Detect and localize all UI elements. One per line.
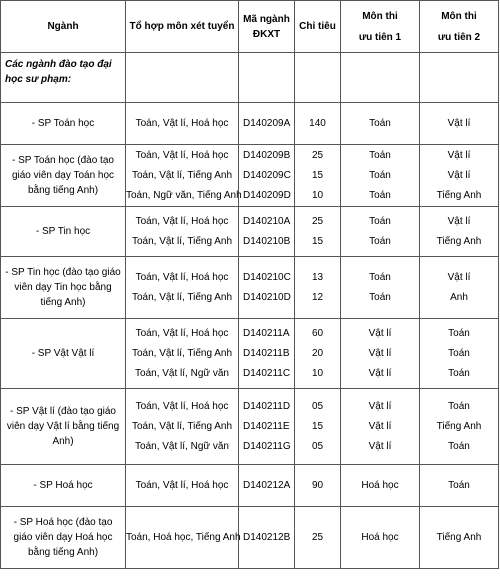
- major-name: - SP Hoá học: [1, 465, 126, 507]
- priority-subject-1: Vật lí: [368, 440, 392, 452]
- priority-subject-2: Toán: [448, 400, 470, 412]
- quota: 15: [311, 235, 324, 247]
- quota-cell: [295, 319, 341, 389]
- quota: 12: [311, 291, 324, 303]
- table-row: [1, 207, 499, 257]
- priority-subject-2-cell: [420, 319, 499, 389]
- major-code-cell: [239, 389, 295, 465]
- priority-subject-1: Hoá học: [361, 479, 399, 491]
- major-name: - SP Toán học (đào tạo giáo viên dạy Toán học bằng tiếng Anh): [1, 145, 126, 207]
- quota-cell: [295, 103, 341, 145]
- subject-combination: Toán, Vật lí, Ngữ văn: [135, 367, 229, 379]
- priority-subject-1-cell: [341, 389, 420, 465]
- priority-subject-2: Anh: [450, 291, 468, 303]
- major-code: D140209C: [243, 169, 291, 181]
- subject-combination: Toán, Vật lí, Ngữ văn: [135, 440, 229, 452]
- major-code: D140211B: [243, 347, 290, 359]
- table-row: [1, 145, 499, 207]
- priority-subject-2: Tiếng Anh: [436, 189, 482, 201]
- major-code-cell: [239, 103, 295, 145]
- major-code: D140212B: [243, 531, 291, 543]
- quota: 20: [311, 347, 324, 359]
- quota: 10: [311, 367, 324, 379]
- priority-subject-2: Tiếng Anh: [436, 235, 482, 247]
- priority-subject-2: Vật lí: [447, 117, 471, 129]
- quota: 13: [311, 271, 324, 283]
- subject-combination: Toán, Vật lí, Tiếng Anh: [131, 235, 233, 247]
- major-name: - SP Hoá học (đào tạo giáo viên dạy Hoá học bằng tiếng Anh): [1, 507, 126, 569]
- quota: 25: [311, 149, 324, 161]
- subject-combination-cell: [126, 103, 239, 145]
- priority-subject-1: Toán: [369, 149, 391, 161]
- priority-subject-2: Vật lí: [447, 169, 471, 181]
- priority-subject-1-cell: [341, 257, 420, 319]
- quota-cell: [295, 257, 341, 319]
- priority-subject-1: Toán: [369, 271, 391, 283]
- priority-subject-2-cell: [420, 145, 499, 207]
- priority-subject-2: Toán: [448, 327, 470, 339]
- major-code: D140211G: [243, 440, 291, 452]
- major-code: D140211E: [243, 420, 290, 432]
- priority-subject-1: Vật lí: [368, 367, 392, 379]
- major-name: - SP Tin học (đào tạo giáo viên dạy Tin học bằng tiếng Anh): [1, 257, 126, 319]
- priority-subject-2: Tiếng Anh: [436, 420, 482, 432]
- priority-subject-2: Vật lí: [447, 215, 471, 227]
- quota-cell: [295, 507, 341, 569]
- quota: 90: [311, 479, 324, 491]
- subject-combination: Toán, Vật lí, Hoá học: [135, 271, 229, 283]
- priority-subject-1: Toán: [369, 117, 391, 129]
- priority-subject-1: Toán: [369, 169, 391, 181]
- priority-subject-1-cell: [341, 465, 420, 507]
- major-code: D140209A: [243, 117, 291, 129]
- priority-subject-1: Hoá học: [361, 531, 399, 543]
- subject-combination: Toán, Vật lí, Tiếng Anh: [131, 169, 233, 181]
- header-to-hop: Tổ hợp môn xét tuyển: [126, 1, 239, 53]
- major-code: D140212A: [243, 479, 291, 491]
- priority-subject-1-cell: [341, 319, 420, 389]
- quota: 15: [311, 169, 324, 181]
- priority-subject-1: Toán: [369, 189, 391, 201]
- priority-subject-2: Toán: [448, 479, 470, 491]
- table-header-row: [1, 1, 499, 53]
- subject-combination-cell: [126, 319, 239, 389]
- quota: 10: [311, 189, 324, 201]
- priority-subject-1: Toán: [369, 291, 391, 303]
- priority-subject-2-cell: [420, 465, 499, 507]
- table-row: [1, 465, 499, 507]
- major-code-cell: [239, 257, 295, 319]
- quota-cell: [295, 465, 341, 507]
- quota: 60: [311, 327, 324, 339]
- major-code: D140211C: [243, 367, 291, 379]
- quota-cell: [295, 145, 341, 207]
- quota-cell: [295, 389, 341, 465]
- priority-subject-1-cell: [341, 103, 420, 145]
- quota: 15: [311, 420, 324, 432]
- major-code-cell: [239, 465, 295, 507]
- priority-subject-2-cell: [420, 389, 499, 465]
- priority-subject-1: Vật lí: [368, 420, 392, 432]
- subject-combination: Toán, Vật lí, Tiếng Anh: [131, 291, 233, 303]
- header-uu-tien-1: Môn thi ưu tiên 1: [341, 1, 420, 53]
- header-ma-nganh: Mã ngành ĐKXT: [239, 1, 295, 53]
- subject-combination: Toán, Vật lí, Hoá học: [135, 479, 229, 491]
- major-code-cell: [239, 207, 295, 257]
- quota: 05: [311, 400, 324, 412]
- priority-subject-1: Vật lí: [368, 347, 392, 359]
- subject-combination: Toán, Vật lí, Tiếng Anh: [131, 347, 233, 359]
- subject-combination-cell: [126, 145, 242, 207]
- priority-subject-2-cell: [420, 207, 499, 257]
- subject-combination-cell: [126, 465, 239, 507]
- priority-subject-2-cell: [420, 103, 499, 145]
- major-code: D140210D: [243, 291, 291, 303]
- major-code: D140211A: [243, 327, 290, 339]
- priority-subject-2: Toán: [448, 440, 470, 452]
- priority-subject-2: Vật lí: [447, 149, 471, 161]
- quota: 05: [311, 440, 324, 452]
- header-chi-tieu: Chỉ tiêu: [295, 1, 341, 53]
- table-row: [1, 103, 499, 145]
- priority-subject-1-cell: [341, 207, 420, 257]
- priority-subject-2: Toán: [448, 367, 470, 379]
- table-row: [1, 389, 499, 465]
- major-code: D140210C: [243, 271, 291, 283]
- subject-combination-cell: [126, 507, 239, 569]
- priority-subject-2-cell: [420, 257, 499, 319]
- table-row: [1, 257, 499, 319]
- major-code: D140209D: [243, 189, 291, 201]
- major-code-cell: [239, 507, 295, 569]
- category-label: Các ngành đào tạo đại học sư phạm:: [1, 53, 126, 103]
- major-name: - SP Tin học: [1, 207, 126, 257]
- major-code: D140209B: [243, 149, 291, 161]
- subject-combination-cell: [126, 257, 239, 319]
- priority-subject-2: Toán: [448, 347, 470, 359]
- subject-combination: Toán, Vật lí, Hoá học: [135, 117, 229, 129]
- subject-combination: Toán, Vật lí, Hoá học: [135, 400, 229, 412]
- major-name: - SP Toán học: [1, 103, 126, 145]
- subject-combination: Toán, Hoá học, Tiếng Anh: [126, 531, 241, 543]
- major-name: - SP Vật Vật lí: [1, 319, 126, 389]
- major-code-cell: [239, 145, 295, 207]
- priority-subject-2: Tiếng Anh: [436, 531, 482, 543]
- header-nganh: Ngành: [1, 1, 126, 53]
- quota-cell: [295, 207, 341, 257]
- priority-subject-1: Vật lí: [368, 327, 392, 339]
- major-code: D140210B: [243, 235, 291, 247]
- major-code: D140211D: [243, 400, 291, 412]
- major-name: - SP Vật lí (đào tạo giáo viên dạy Vật lí bằng tiếng Anh): [1, 389, 126, 465]
- priority-subject-1: Vật lí: [368, 400, 392, 412]
- subject-combination: Toán, Ngữ văn, Tiếng Anh: [126, 189, 242, 201]
- quota: 25: [311, 531, 324, 543]
- priority-subject-1-cell: [341, 145, 420, 207]
- subject-combination: Toán, Vật lí, Hoá học: [135, 149, 229, 161]
- major-code-cell: [239, 319, 295, 389]
- subject-combination-cell: [126, 389, 239, 465]
- priority-subject-2-cell: [420, 507, 499, 569]
- subject-combination: Toán, Vật lí, Hoá học: [135, 327, 229, 339]
- category-row: [1, 53, 499, 103]
- priority-subject-1-cell: [341, 507, 420, 569]
- subject-combination: Toán, Vật lí, Hoá học: [135, 215, 229, 227]
- priority-subject-1: Toán: [369, 215, 391, 227]
- table-row: [1, 319, 499, 389]
- subject-combination: Toán, Vật lí, Tiếng Anh: [131, 420, 233, 432]
- table-row: [1, 507, 499, 569]
- quota: 25: [311, 215, 324, 227]
- priority-subject-1: Toán: [369, 235, 391, 247]
- header-uu-tien-2: Môn thi ưu tiên 2: [420, 1, 499, 53]
- priority-subject-2: Vật lí: [447, 271, 471, 283]
- major-code: D140210A: [243, 215, 291, 227]
- subject-combination-cell: [126, 207, 239, 257]
- quota: 140: [309, 117, 326, 129]
